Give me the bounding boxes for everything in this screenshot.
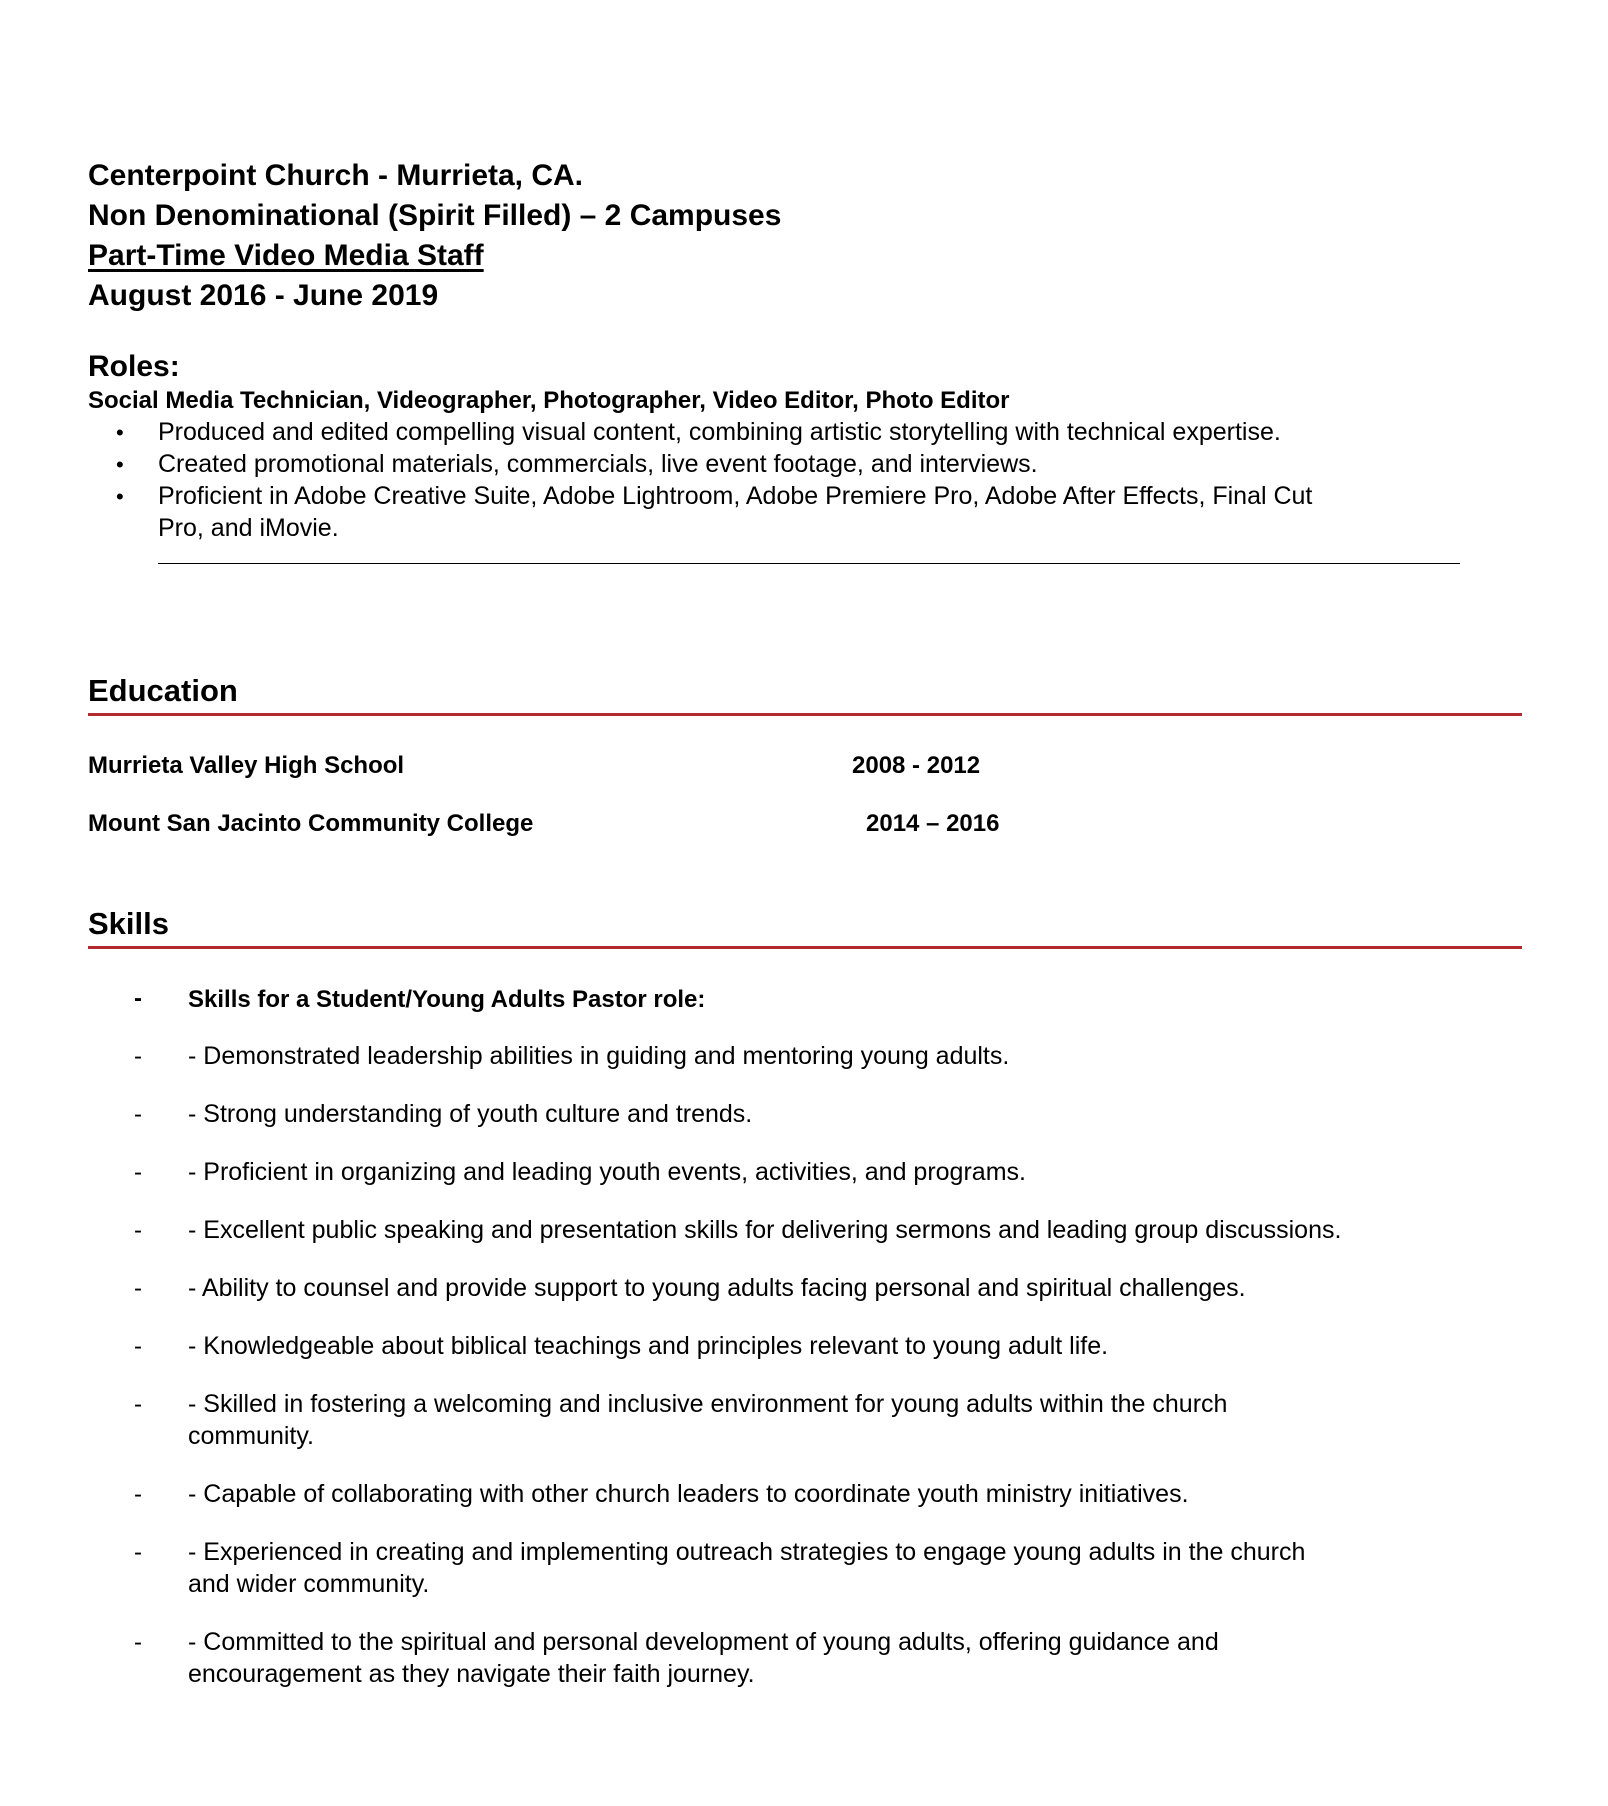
skill-dash: -	[134, 1481, 142, 1508]
skill-dash: -	[134, 1275, 142, 1302]
skills-intro: Skills for a Student/Young Adults Pastor role:	[188, 986, 706, 1013]
skill-dash: -	[134, 1391, 142, 1418]
skills-rule	[88, 946, 1522, 949]
church-name: Centerpoint Church - Murrieta, CA.	[88, 159, 584, 192]
skill-item-continued: and wider community.	[188, 1570, 430, 1598]
skill-item: - Proficient in organizing and leading youth events, activities, and programs.	[188, 1158, 1026, 1186]
job-bullet: Proficient in Adobe Creative Suite, Adobe Lightroom, Adobe Premiere Pro, Adobe After Effects, Final Cut	[158, 482, 1313, 510]
skill-item: - Excellent public speaking and presentation skills for delivering sermons and leading group discussions.	[188, 1216, 1342, 1244]
education-years: 2014 – 2016	[866, 810, 1000, 837]
skill-item: - Committed to the spiritual and personal development of young adults, offering guidance and	[188, 1628, 1219, 1656]
skill-dash: -	[134, 1333, 142, 1360]
bullet-marker: •	[116, 420, 124, 445]
skill-item: - Ability to counsel and provide support to young adults facing personal and spiritual challenges.	[188, 1274, 1246, 1302]
job-divider	[158, 563, 1460, 564]
skill-item: - Capable of collaborating with other church leaders to coordinate youth ministry initiatives.	[188, 1480, 1189, 1508]
skill-dash: -	[134, 1217, 142, 1244]
skill-dash: -	[134, 985, 142, 1012]
bullet-marker: •	[116, 452, 124, 477]
education-rule	[88, 713, 1522, 716]
job-bullet: Produced and edited compelling visual content, combining artistic storytelling with technical expertise.	[158, 418, 1281, 446]
job-dates: August 2016 - June 2019	[88, 279, 439, 312]
church-denomination: Non Denominational (Spirit Filled) – 2 Campuses	[88, 199, 782, 232]
roles-list: Social Media Technician, Videographer, Photographer, Video Editor, Photo Editor	[88, 387, 1010, 414]
skill-dash: -	[134, 1101, 142, 1128]
education-school: Mount San Jacinto Community College	[88, 810, 534, 837]
job-position: Part-Time Video Media Staff	[88, 239, 484, 272]
skill-item: - Experienced in creating and implementing outreach strategies to engage young adults in the church	[188, 1538, 1306, 1566]
skill-dash: -	[134, 1539, 142, 1566]
skill-item-continued: encouragement as they navigate their faith journey.	[188, 1660, 755, 1688]
skills-heading: Skills	[88, 906, 169, 941]
skill-dash: -	[134, 1159, 142, 1186]
education-school: Murrieta Valley High School	[88, 752, 405, 779]
roles-heading: Roles:	[88, 350, 180, 383]
skill-item: - Strong understanding of youth culture and trends.	[188, 1100, 753, 1128]
skill-item: - Demonstrated leadership abilities in guiding and mentoring young adults.	[188, 1042, 1010, 1070]
skill-item: - Knowledgeable about biblical teachings and principles relevant to young adult life.	[188, 1332, 1109, 1360]
skill-item-continued: community.	[188, 1422, 314, 1450]
job-bullet-continued: Pro, and iMovie.	[158, 514, 339, 542]
skill-dash: -	[134, 1629, 142, 1656]
education-years: 2008 - 2012	[852, 752, 981, 779]
skill-dash: -	[134, 1043, 142, 1070]
education-heading: Education	[88, 673, 238, 708]
bullet-marker: •	[116, 484, 124, 509]
job-bullet: Created promotional materials, commercials, live event footage, and interviews.	[158, 450, 1038, 478]
skill-item: - Skilled in fostering a welcoming and inclusive environment for young adults within the church	[188, 1390, 1228, 1418]
